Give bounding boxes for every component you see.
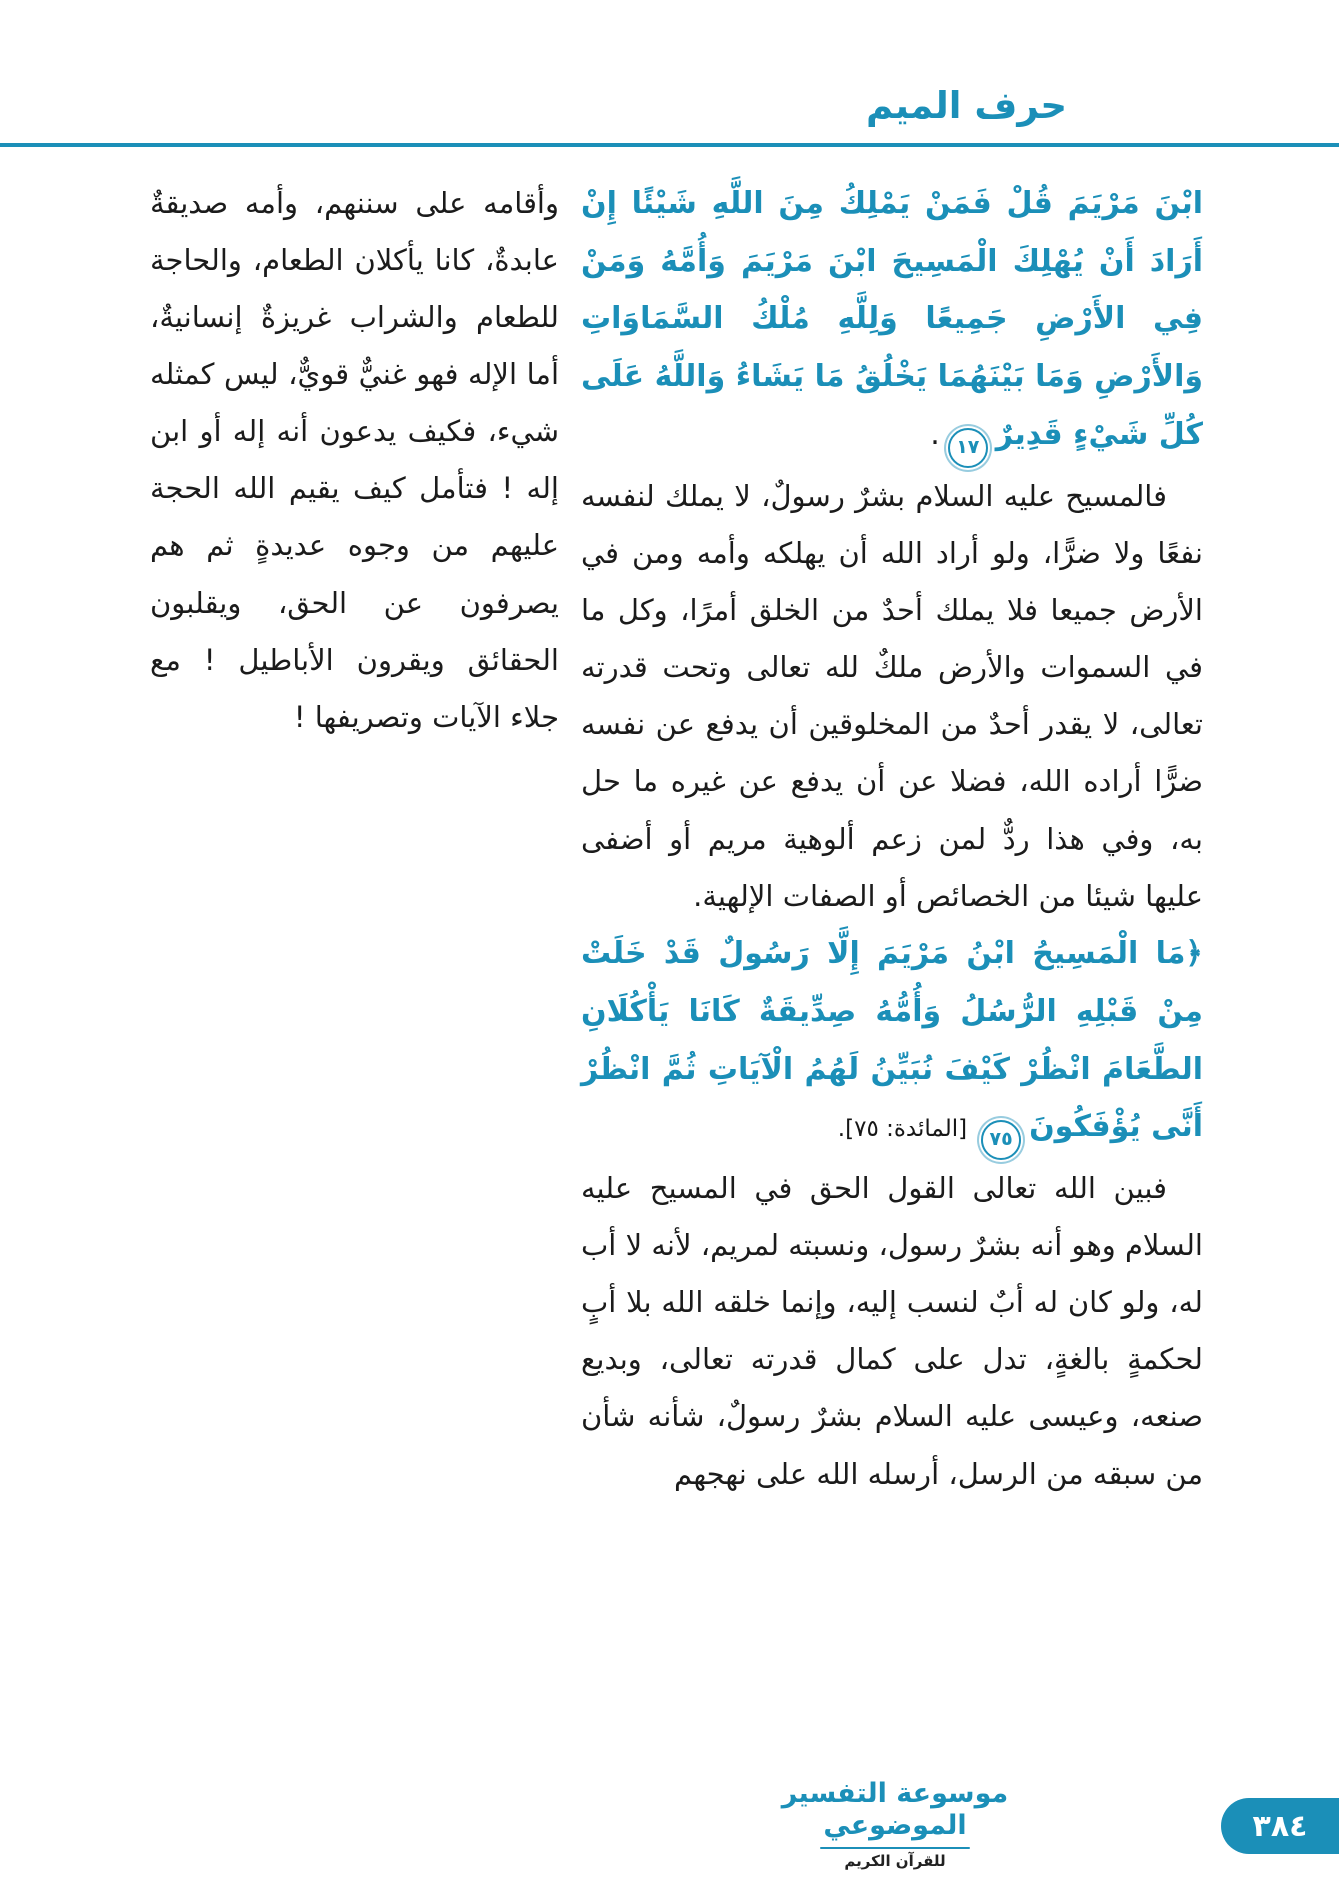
emblem-subtitle: للقرآن الكريم bbox=[844, 1851, 946, 1870]
page-number: ٣٨٤ bbox=[1252, 1808, 1308, 1844]
quran-verse-2-text: ﴿مَا الْمَسِيحُ ابْنُ مَرْيَمَ إِلَّا رَسُولٌ قَدْ خَلَتْ مِنْ قَبْلِهِ الرُّسُلُ وَأُمُّهُ صِدِّيقَةٌ كَانَا يَأْكُلَانِ الطَّعَامَ انْظُرْ كَيْفَ نُبَيِّنُ لَهُمُ الْآيَاتِ ثُمَّ انْظُرْ أَنَّى يُؤْفَكُونَ bbox=[581, 935, 1203, 1145]
page-number-badge bbox=[1221, 1798, 1339, 1854]
page-content bbox=[0, 147, 1339, 1503]
publisher-emblem bbox=[730, 1778, 1060, 1870]
commentary-paragraph-2: فبين الله تعالى القول الحق في المسيح عليه السلام وهو أنه بشرٌ رسول، ونسبته لمريم، لأنه لا أب له، ولو كان له أبٌ لنسب إليه، وإنما خلقه الله بلا أبٍ لحكمةٍ بالغةٍ، تدل على كمال قدرته تعالى، وبديع صنعه، وعيسى عليه السلام بشرٌ رسولٌ، شأنه شأن من سبقه من الرسل، أرسله الله على نهجهم bbox=[581, 1170, 1203, 1491]
verse-2-citation: [المائدة: ٧٥]. bbox=[837, 1116, 968, 1143]
verse-1-trailing-period: . bbox=[930, 417, 940, 453]
quran-verse-1-text: ابْنَ مَرْيَمَ قُلْ فَمَنْ يَمْلِكُ مِنَ اللَّهِ شَيْئًا إِنْ أَرَادَ أَنْ يُهْلِكَ الْمَسِيحَ ابْنَ مَرْيَمَ وَأُمَّهُ وَمَنْ فِي الأَرْضِ جَمِيعًا وَلِلَّهِ مُلْكُ السَّمَاوَاتِ وَالأَرْضِ وَمَا بَيْنَهُمَا يَخْلُقُ مَا يَشَاءُ وَاللَّهُ عَلَى كُلِّ شَيْءٍ قَدِيرٌ bbox=[581, 185, 1203, 453]
emblem-title: موسوعة التفسير الموضوعي bbox=[781, 1778, 1009, 1842]
ayah-number-ornament: ١٧ bbox=[948, 428, 988, 468]
left-column bbox=[150, 175, 559, 746]
ayah-number-ornament: ٧٥ bbox=[981, 1120, 1021, 1160]
continuation-paragraph: وأقامه على سننهم، وأمه صديقةٌ عابدةٌ، كانا يأكلان الطعام، والحاجة للطعام والشراب غريزةٌ إنسانيةٌ، أما الإله فهو غنيٌّ قويٌّ، ليس كمثله شيء، فكيف يدعون أنه إله أو ابن إله ! فتأمل كيف يقيم الله الحجة عليهم من وجوه عديدةٍ ثم هم يصرفون عن الحق، ويقلبون الحقائق ويقرون الأباطيل ! مع جلاء الآيات وتصريفها ! bbox=[150, 185, 559, 734]
quran-verse-1 bbox=[581, 175, 1203, 468]
commentary-paragraph-1: فالمسيح عليه السلام بشرٌ رسولٌ، لا يملك لنفسه نفعًا ولا ضرًّا، ولو أراد الله أن يهلكه وأمه ومن في الأرض جميعا فلا يملك أحدٌ من الخلق أمرًا، وكل ما في السموات والأرض ملكٌ لله تعالى وتحت قدرته تعالى، لا يقدر أحدٌ من المخلوقين أن يدفع عن نفسه ضرًّا أراده الله، فضلا عن أن يدفع عن غيره ما حل به، وفي هذا ردٌّ لمن زعم ألوهية مريم أو أضفى عليها شيئا من الخصائص أو الصفات الإلهية. bbox=[581, 478, 1203, 913]
emblem-flourish bbox=[820, 1847, 970, 1849]
right-column bbox=[581, 175, 1203, 1503]
page-header bbox=[0, 0, 1339, 127]
chapter-title: حرف الميم bbox=[865, 84, 1067, 127]
quran-verse-2 bbox=[581, 925, 1203, 1160]
